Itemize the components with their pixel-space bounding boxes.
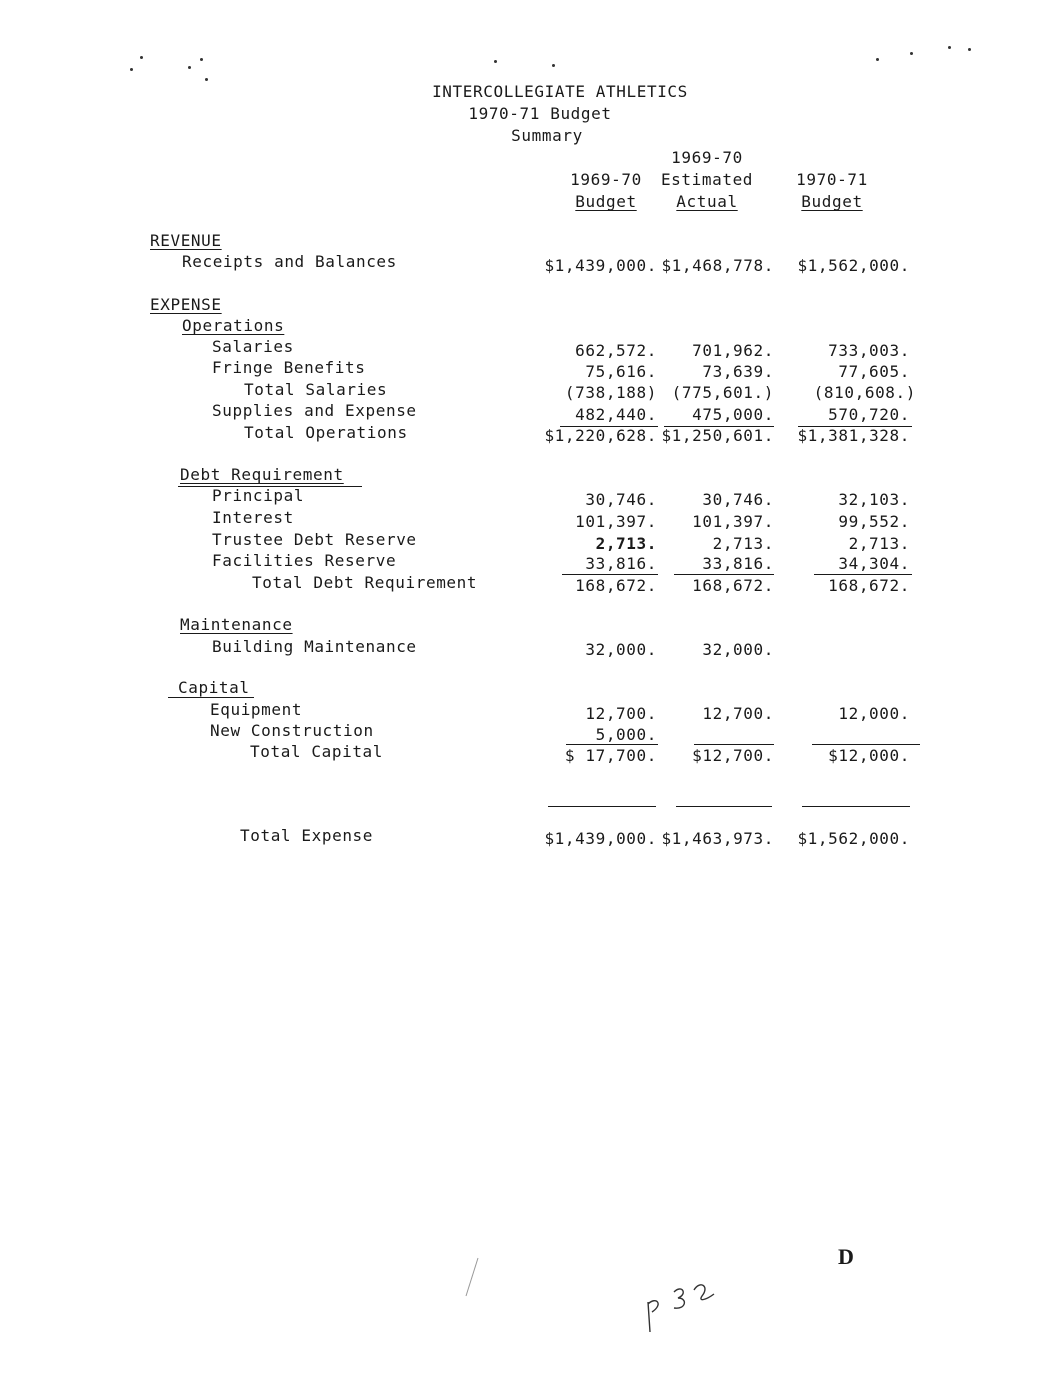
scan-speck	[205, 78, 208, 81]
cell-principal-1969-actual: 30,746.	[702, 490, 774, 509]
section-underline	[168, 697, 254, 698]
col3-header-line2: Budget	[801, 192, 863, 211]
row-label-receipts: Receipts and Balances	[182, 252, 397, 271]
subtotal-rule	[562, 574, 658, 575]
row-label-equipment: Equipment	[210, 700, 303, 719]
row-label-trustee: Trustee Debt Reserve	[212, 530, 417, 549]
document-subtitle: 1970-71 Budget	[468, 104, 612, 123]
subtotal-rule	[814, 574, 912, 575]
cell-interest-1969-actual: 101,397.	[692, 512, 774, 531]
cell-facilities-1970-budget: 34,304.	[838, 554, 910, 573]
subtotal-rule	[694, 744, 774, 745]
scan-speck	[188, 66, 191, 69]
cell-total-expense-1969-actual: $1,463,973.	[661, 829, 774, 848]
row-label-building: Building Maintenance	[212, 637, 417, 656]
row-label-total-capital: Total Capital	[250, 742, 384, 761]
cell-equipment-1969-actual: 12,700.	[702, 704, 774, 723]
subtotal-rule	[674, 574, 774, 575]
cell-total-operations-1969-budget: $1,220,628.	[544, 426, 657, 445]
row-label-total-salaries: Total Salaries	[244, 380, 388, 399]
cell-total-capital-1969-actual: $12,700.	[692, 746, 774, 765]
col1-header-line1: 1969-70	[570, 170, 642, 189]
cell-total-debt-1969-actual: 168,672.	[692, 576, 774, 595]
cell-salaries-1969-actual: 701,962.	[692, 341, 774, 360]
col2-header-line3: Actual	[676, 192, 738, 211]
section-debt: Debt Requirement	[180, 465, 344, 484]
page-marker: D	[838, 1244, 854, 1269]
section-operations: Operations	[182, 316, 285, 335]
scan-speck	[552, 64, 555, 67]
subtotal-rule	[566, 744, 658, 745]
cell-total-debt-1970-budget: 168,672.	[828, 576, 910, 595]
cell-trustee-1969-budget: 2,713.	[595, 534, 657, 553]
col2-header-line1: 1969-70	[671, 148, 743, 167]
section-capital: Capital	[178, 678, 250, 697]
row-label-construction: New Construction	[210, 721, 374, 740]
cell-facilities-1969-actual: 33,816.	[702, 554, 774, 573]
row-label-total-operations: Total Operations	[244, 423, 408, 442]
document-title: INTERCOLLEGIATE ATHLETICS	[432, 82, 688, 101]
scan-speck	[968, 48, 971, 51]
cell-trustee-1969-actual: 2,713.	[712, 534, 774, 553]
cell-salaries-1969-budget: 662,572.	[575, 341, 657, 360]
scan-speck	[130, 68, 133, 71]
cell-fringe-1970-budget: 77,605.	[838, 362, 910, 381]
cell-salaries-1970-budget: 733,003.	[828, 341, 910, 360]
scan-speck	[948, 46, 951, 49]
cell-receipts-1969-budget: $1,439,000.	[544, 256, 657, 275]
pencil-stroke	[462, 1256, 482, 1300]
cell-supplies-1969-actual: 475,000.	[692, 405, 774, 424]
row-label-principal: Principal	[212, 486, 305, 505]
document-subtitle-summary: Summary	[511, 126, 583, 145]
col3-header-line1: 1970-71	[796, 170, 868, 189]
row-label-total-expense: Total Expense	[240, 826, 374, 845]
scan-speck	[140, 56, 143, 59]
cell-equipment-1970-budget: 12,000.	[838, 704, 910, 723]
cell-total-expense-1969-budget: $1,439,000.	[544, 829, 657, 848]
cell-receipts-1970-budget: $1,562,000.	[797, 256, 910, 275]
cell-interest-1969-budget: 101,397.	[575, 512, 657, 531]
cell-total-salaries-1969-budget: (738,188)	[564, 383, 657, 402]
subtotal-rule	[812, 744, 920, 745]
cell-total-capital-1969-budget: $ 17,700.	[564, 746, 657, 765]
cell-total-operations-1969-actual: $1,250,601.	[661, 426, 774, 445]
row-label-total-debt: Total Debt Requirement	[252, 573, 478, 592]
cell-interest-1970-budget: 99,552.	[838, 512, 910, 531]
row-label-facilities: Facilities Reserve	[212, 551, 397, 570]
total-rule	[548, 806, 656, 807]
total-rule	[802, 806, 910, 807]
handwritten-note	[640, 1270, 730, 1340]
cell-total-expense-1970-budget: $1,562,000.	[797, 829, 910, 848]
scan-speck	[494, 60, 497, 63]
section-expense: EXPENSE	[150, 295, 222, 314]
scan-speck	[876, 58, 879, 61]
cell-supplies-1969-budget: 482,440.	[575, 405, 657, 424]
cell-fringe-1969-budget: 75,616.	[585, 362, 657, 381]
section-maintenance: Maintenance	[180, 615, 293, 634]
cell-principal-1969-budget: 30,746.	[585, 490, 657, 509]
cell-building-1969-budget: 32,000.	[585, 640, 657, 659]
row-label-supplies: Supplies and Expense	[212, 401, 417, 420]
cell-total-debt-1969-budget: 168,672.	[575, 576, 657, 595]
row-label-interest: Interest	[212, 508, 294, 527]
cell-fringe-1969-actual: 73,639.	[702, 362, 774, 381]
row-label-fringe: Fringe Benefits	[212, 358, 366, 377]
total-rule	[676, 806, 772, 807]
row-label-salaries: Salaries	[212, 337, 294, 356]
cell-receipts-1969-actual: $1,468,778.	[661, 256, 774, 275]
cell-supplies-1970-budget: 570,720.	[828, 405, 910, 424]
cell-trustee-1970-budget: 2,713.	[848, 534, 910, 553]
cell-facilities-1969-budget: 33,816.	[585, 554, 657, 573]
col1-header-line2: Budget	[575, 192, 637, 211]
cell-total-capital-1970-budget: $12,000.	[828, 746, 910, 765]
col2-header-line2: Estimated	[660, 170, 754, 189]
section-revenue: REVENUE	[150, 231, 222, 250]
scan-speck	[910, 52, 913, 55]
cell-building-1969-actual: 32,000.	[702, 640, 774, 659]
cell-construction-1969-budget: 5,000.	[595, 725, 657, 744]
scan-speck	[200, 58, 203, 61]
cell-total-salaries-1969-actual: (775,601.)	[671, 383, 774, 402]
cell-total-salaries-1970-budget: (810,608.)	[813, 383, 916, 402]
cell-principal-1970-budget: 32,103.	[838, 490, 910, 509]
cell-equipment-1969-budget: 12,700.	[585, 704, 657, 723]
cell-total-operations-1970-budget: $1,381,328.	[797, 426, 910, 445]
